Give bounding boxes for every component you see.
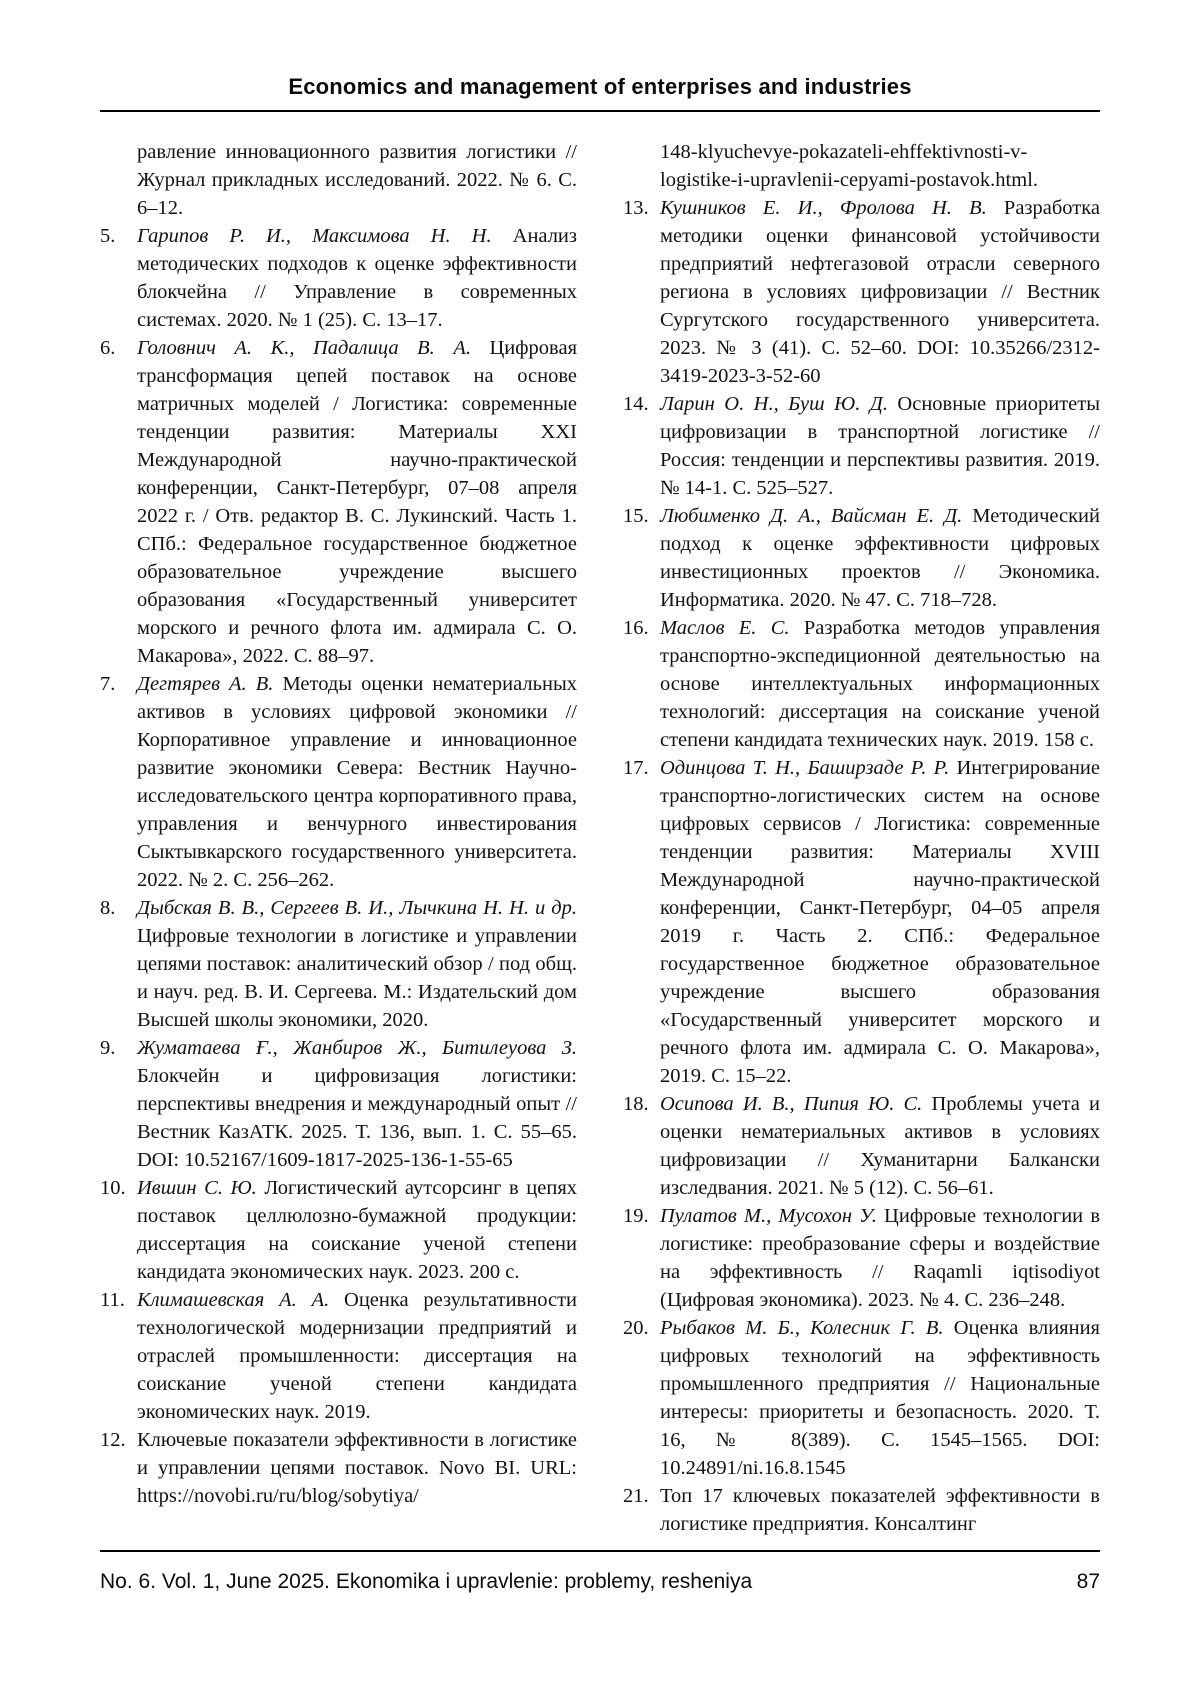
reference-authors: Жуматаева Ғ., Жанбиров Ж., Битилеуова З. [137, 1037, 577, 1059]
reference-number: 5. [100, 225, 116, 247]
reference-number: 10. [100, 1177, 126, 1199]
reference-number: 15. [623, 505, 649, 527]
references-column-right [623, 138, 1100, 1538]
reference-authors: Кушников Е. И., Фролова Н. В. [660, 197, 987, 219]
reference-number: 17. [623, 757, 649, 779]
reference-item [623, 754, 1100, 1090]
reference-item [100, 1174, 577, 1286]
reference-text: Оценка влияния цифровых технологий на эффективность промышленного предприятия // Национальные интересы: приоритеты и безопасность. 2020. Т. 16, № 8(389). С. 1545–1565. DOI: 10.24891/ni.16.8.1545 [660, 1317, 1100, 1479]
reference-text: Основные приоритеты цифровизации в транспортной логистике // Россия: тенденции и перспективы развития. 2019. № 14-1. С. 525–527. [660, 393, 1100, 499]
references-columns [100, 138, 1100, 1538]
reference-authors: Гарипов Р. И., Максимова Н. Н. [137, 225, 492, 247]
reference-item [100, 670, 577, 894]
reference-authors: Дыбская В. В., Сергеев В. И., Лычкина Н. Н. и др. [137, 897, 577, 919]
reference-number: 20. [623, 1317, 649, 1339]
reference-text: Топ 17 ключевых показателей эффективности в логистике предприятия. Консалтинг [660, 1485, 1100, 1535]
reference-authors: Ларин О. Н., Буш Ю. Д. [660, 393, 888, 415]
reference-text: Методический подход к оценке эффективности цифровых инвестиционных проектов // Экономика. Информатика. 2020. № 47. С. 718–728. [660, 505, 1100, 611]
reference-item [100, 1286, 577, 1426]
reference-number: 12. [100, 1429, 126, 1451]
reference-authors: Одинцова Т. Н., Баширзаде Р. Р. [660, 757, 950, 779]
header-rule [100, 110, 1100, 112]
reference-item [100, 1034, 577, 1174]
reference-item [100, 894, 577, 1034]
reference-item [623, 1202, 1100, 1314]
reference-text: Интегрирование транспортно-логистических систем на основе цифровых сервисов / Логистика: современные тенденции развития: Материалы XVIII Международной научно-практической конференции, Санкт-Петербург, 04–05 апреля 2019 г. Часть 2. СПб.: Федеральное государственное бюджетное образовательное учреждение высшего образования «Государственный университет морского и речного флота им. адмирала С. О. Макарова», 2019. С. 15–22. [660, 757, 1100, 1087]
reference-number: 8. [100, 897, 116, 919]
reference-authors: Пулатов М., Мусохон У. [660, 1205, 877, 1227]
reference-item [100, 138, 577, 222]
reference-text: Оценка результативности технологической модернизации предприятий и отраслей промышленности: диссертация на соискание ученой степени кандидата экономических наук. 2019. [137, 1289, 577, 1423]
page-footer [100, 1550, 1100, 1594]
reference-item [623, 1314, 1100, 1482]
reference-number: 14. [623, 393, 649, 415]
reference-authors: Осипова И. В., Пипия Ю. С. [660, 1093, 923, 1115]
reference-item [100, 222, 577, 334]
reference-item [623, 1482, 1100, 1538]
reference-authors: Любименко Д. А., Вайсман Е. Д. [660, 505, 963, 527]
reference-item [623, 502, 1100, 614]
reference-authors: Климашевская А. А. [137, 1289, 330, 1311]
reference-number: 13. [623, 197, 649, 219]
footer-page-number: 87 [1076, 1570, 1100, 1593]
reference-number: 7. [100, 673, 116, 695]
reference-authors: Рыбаков М. Б., Колесник Г. В. [660, 1317, 944, 1339]
reference-text: 148-klyuchevye-pokazateli-ehffektivnosti-v-logistike-i-upravlenii-cepyami-postavok.html. [660, 141, 1039, 191]
reference-item [623, 138, 1100, 194]
reference-text: Проблемы учета и оценки нематериальных активов в условиях цифровизации // Хуманитарни Балкански изследвания. 2021. № 5 (12). С. 56–61. [660, 1093, 1100, 1199]
reference-number: 9. [100, 1037, 116, 1059]
running-head-title: Economics and management of enterprises and industries [288, 74, 912, 99]
footer-journal-line: No. 6. Vol. 1, June 2025. Ekonomika i upravlenie: problemy, resheniya [100, 1570, 753, 1593]
reference-authors: Головнич А. К., Падалица В. А. [137, 337, 471, 359]
reference-text: Цифровая трансформация цепей поставок на основе матричных моделей / Логистика: современные тенденции развития: Материалы XXI Международной научно-практической конференции, Санкт-Петербург, 07–08 апреля 2022 г. / Отв. редактор В. С. Лукинский. Часть 1. СПб.: Федеральное государственное бюджетное образовательное учреждение высшего образования «Государственный университет морского и речного флота им. адмирала С. О. Макарова», 2022. С. 88–97. [137, 337, 577, 667]
reference-number: 18. [623, 1093, 649, 1115]
reference-authors: Маслов Е. С. [660, 617, 790, 639]
reference-text: равление инновационного развития логистики // Журнал прикладных исследований. 2022. № 6. С. 6–12. [137, 141, 577, 219]
reference-number: 19. [623, 1205, 649, 1227]
reference-item [100, 334, 577, 670]
reference-number: 21. [623, 1485, 649, 1507]
reference-item [100, 1426, 577, 1510]
reference-number: 16. [623, 617, 649, 639]
reference-text: Разработка методов управления транспортно-экспедиционной деятельностью на основе интеллектуальных информационных технологий: диссертация на соискание ученой степени кандидата технических наук. 2019. 158 с. [660, 617, 1100, 751]
reference-authors: Ившин С. Ю. [137, 1177, 257, 1199]
references-column-left [100, 138, 577, 1538]
reference-text: Разработка методики оценки финансовой устойчивости предприятий нефтегазовой отрасли северного региона в условиях цифровизации // Вестник Сургутского государственного университета. 2023. № 3 (41). С. 52–60. DOI: 10.35266/2312-3419-2023-3-52-60 [660, 197, 1100, 387]
reference-item [623, 614, 1100, 754]
reference-text: Методы оценки нематериальных активов в условиях цифровой экономики // Корпоративное управление и инновационное развитие экономики Севера: Вестник Научно-исследовательского центра корпоративного права, управления и венчурного инвестирования Сыктывкарского государственного университета. 2022. № 2. С. 256–262. [137, 673, 577, 891]
reference-text: Цифровые технологии в логистике и управлении цепями поставок: аналитический обзор / под общ. и науч. ред. В. И. Сергеева. М.: Издательский дом Высшей школы экономики, 2020. [137, 925, 577, 1031]
reference-text: Ключевые показатели эффективности в логистике и управлении цепями поставок. Novo BI. URL: https://novobi.ru/ru/blog/sobytiya/ [137, 1429, 577, 1507]
reference-item [623, 194, 1100, 390]
reference-number: 11. [100, 1289, 125, 1311]
reference-text: Блокчейн и цифровизация логистики: перспективы внедрения и международный опыт // Вестник КазАТК. 2025. Т. 136, вып. 1. С. 55–65. DOI: 10.52167/1609-1817-2025-136-1-55-65 [137, 1065, 577, 1171]
reference-item [623, 1090, 1100, 1202]
reference-text: Анализ методических подходов к оценке эффективности блокчейна // Управление в современных системах. 2020. № 1 (25). С. 13–17. [137, 225, 577, 331]
reference-authors: Дегтярев А. В. [137, 673, 274, 695]
page-content [100, 74, 1100, 1538]
reference-text: Цифровые технологии в логистике: преобразование сферы и воздействие на эффективность // Raqamli iqtisodiyot (Цифровая экономика). 2023. № 4. С. 236–248. [660, 1205, 1101, 1311]
reference-text: Логистический аутсорсинг в цепях поставок целлюлозно-бумажной продукции: диссертация на соискание ученой степени кандидата экономических наук. 2023. 200 с. [137, 1177, 577, 1283]
reference-item [623, 390, 1100, 502]
reference-number: 6. [100, 337, 116, 359]
